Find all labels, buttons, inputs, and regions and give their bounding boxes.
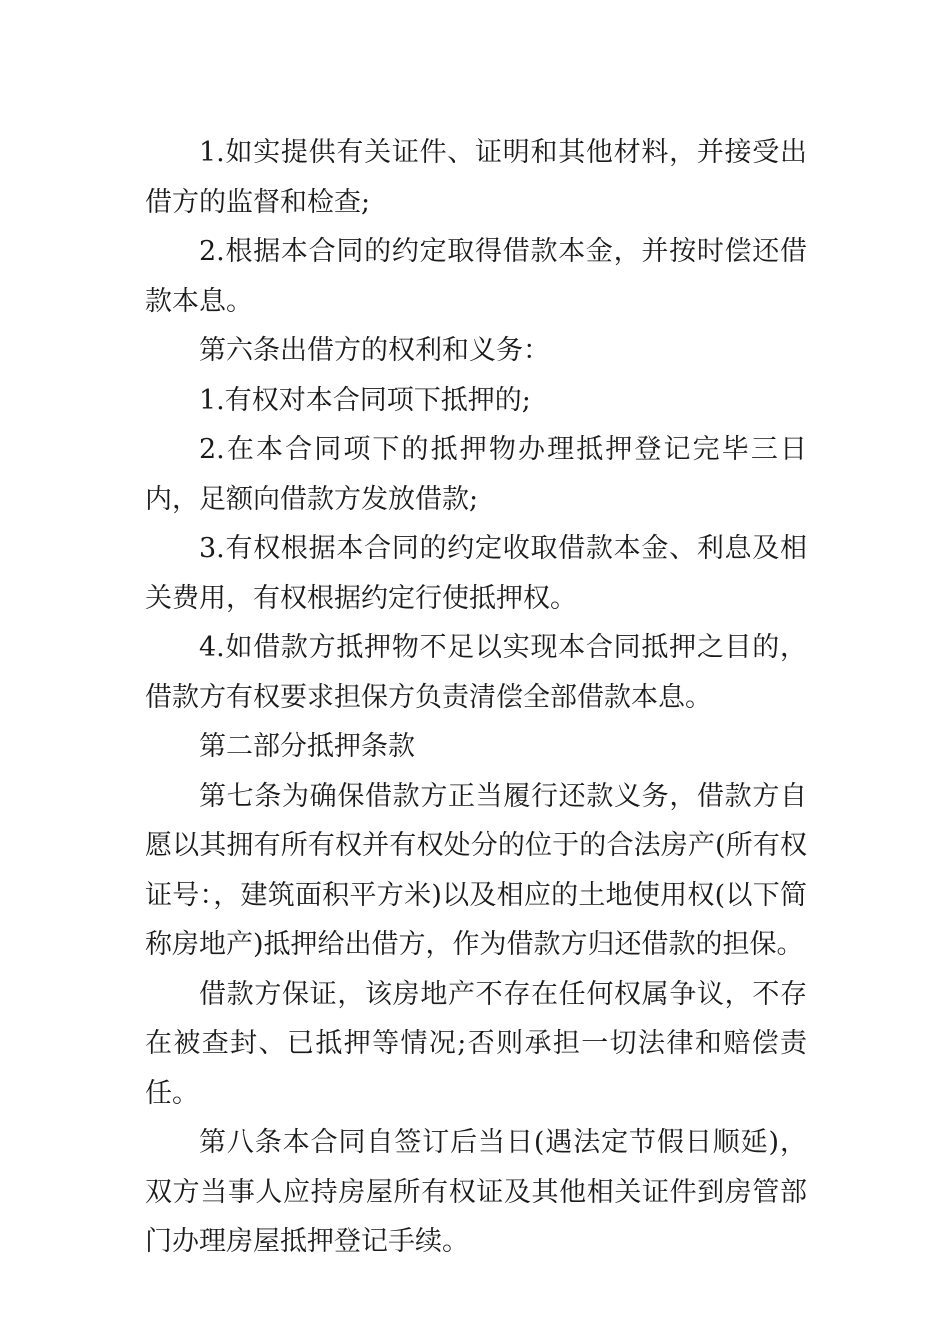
article-8-paragraph: 第八条本合同自签订后当日(遇法定节假日顺延)，双方当事人应持房屋所有权证及其他相关证件到房管部门办理房屋抵押登记手续。 (145, 1127, 807, 1257)
paragraph-item-4-guarantor-liability: 4.如借款方抵押物不足以实现本合同抵押之目的，借款方有权要求担保方负责清偿全部借款本息。 (145, 632, 807, 713)
document-body (145, 128, 807, 1267)
article-7-paragraph: 第七条为确保借款方正当履行还款义务，借款方自愿以其拥有所有权并有权处分的位于的合法房产(所有权证号：，建筑面积平方米)以及相应的土地使用权(以下简称房地产)抵押给出借方，作为借款方归还借款的担保。 (145, 780, 807, 960)
borrower-guarantee-paragraph: 借款方保证，该房地产不存在任何权属争议，不存在被查封、已抵押等情况;否则承担一切法律和赔偿责任。 (145, 978, 807, 1109)
part-2-heading: 第二部分抵押条款 (199, 731, 415, 762)
paragraph-item-2-obtain-loan: 2.根据本合同的约定取得借款本金，并按时偿还借款本息。 (145, 236, 807, 317)
paragraph-item-1-right-to-mortgage: 1.有权对本合同项下抵押的; (199, 384, 531, 416)
paragraph-item-3-collect-principal: 3.有权根据本合同的约定收取借款本金、利息及相关费用，有权根据约定行使抵押权。 (145, 533, 807, 614)
paragraph-item-1-supply-documents: 1.如实提供有关证件、证明和其他材料，并接受出借方的监督和检查; (145, 137, 807, 218)
article-6-heading: 第六条出借方的权利和义务： (199, 335, 550, 366)
paragraph-item-2-disburse-loan: 2.在本合同项下的抵押物办理抵押登记完毕三日内，足额向借款方发放借款; (145, 434, 807, 515)
